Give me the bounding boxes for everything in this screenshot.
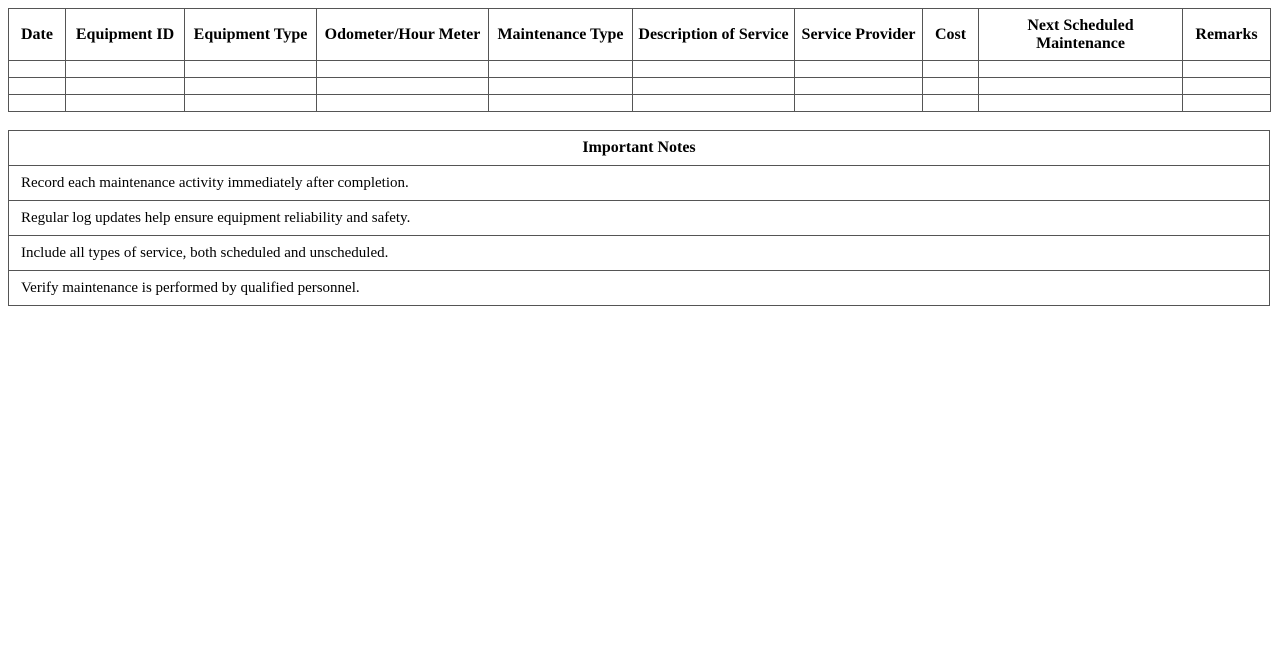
table-cell[interactable] bbox=[9, 78, 66, 95]
document-page bbox=[0, 0, 1278, 306]
table-cell[interactable] bbox=[633, 61, 795, 78]
table-cell[interactable] bbox=[489, 61, 633, 78]
note-text: Record each maintenance activity immediately after completion. bbox=[9, 166, 1270, 201]
table-cell[interactable] bbox=[795, 78, 923, 95]
table-cell[interactable] bbox=[923, 61, 979, 78]
note-text: Regular log updates help ensure equipment reliability and safety. bbox=[9, 201, 1270, 236]
table-row bbox=[9, 61, 1271, 78]
table-cell[interactable] bbox=[1183, 61, 1271, 78]
header-date: Date bbox=[9, 9, 66, 61]
table-cell[interactable] bbox=[9, 61, 66, 78]
table-row bbox=[9, 95, 1271, 112]
table-cell[interactable] bbox=[795, 95, 923, 112]
notes-title: Important Notes bbox=[9, 131, 1270, 166]
table-cell[interactable] bbox=[317, 78, 489, 95]
list-item bbox=[9, 271, 1270, 306]
header-maintenance-type: Maintenance Type bbox=[489, 9, 633, 61]
table-cell[interactable] bbox=[489, 95, 633, 112]
header-equipment-id: Equipment ID bbox=[66, 9, 185, 61]
notes-header-row bbox=[9, 131, 1270, 166]
note-text: Verify maintenance is performed by qualified personnel. bbox=[9, 271, 1270, 306]
list-item bbox=[9, 236, 1270, 271]
table-cell[interactable] bbox=[1183, 78, 1271, 95]
note-text: Include all types of service, both scheduled and unscheduled. bbox=[9, 236, 1270, 271]
list-item bbox=[9, 201, 1270, 236]
list-item bbox=[9, 166, 1270, 201]
table-cell[interactable] bbox=[923, 95, 979, 112]
table-cell[interactable] bbox=[66, 95, 185, 112]
header-next-scheduled-maintenance: Next Scheduled Maintenance bbox=[979, 9, 1183, 61]
maintenance-log-table bbox=[8, 8, 1271, 112]
table-cell[interactable] bbox=[633, 78, 795, 95]
header-service-provider: Service Provider bbox=[795, 9, 923, 61]
table-cell[interactable] bbox=[795, 61, 923, 78]
table-cell[interactable] bbox=[1183, 95, 1271, 112]
table-cell[interactable] bbox=[185, 78, 317, 95]
table-cell[interactable] bbox=[185, 95, 317, 112]
header-remarks: Remarks bbox=[1183, 9, 1271, 61]
header-cost: Cost bbox=[923, 9, 979, 61]
table-cell[interactable] bbox=[9, 95, 66, 112]
header-description-of-service: Description of Service bbox=[633, 9, 795, 61]
table-cell[interactable] bbox=[317, 95, 489, 112]
table-cell[interactable] bbox=[185, 61, 317, 78]
table-cell[interactable] bbox=[979, 78, 1183, 95]
table-cell[interactable] bbox=[66, 78, 185, 95]
table-cell[interactable] bbox=[979, 95, 1183, 112]
table-cell[interactable] bbox=[489, 78, 633, 95]
table-cell[interactable] bbox=[633, 95, 795, 112]
table-cell[interactable] bbox=[317, 61, 489, 78]
header-equipment-type: Equipment Type bbox=[185, 9, 317, 61]
header-odometer-hour-meter: Odometer/Hour Meter bbox=[317, 9, 489, 61]
table-header-row bbox=[9, 9, 1271, 61]
table-cell[interactable] bbox=[979, 61, 1183, 78]
table-row bbox=[9, 78, 1271, 95]
important-notes-table bbox=[8, 130, 1270, 306]
table-cell[interactable] bbox=[923, 78, 979, 95]
table-cell[interactable] bbox=[66, 61, 185, 78]
